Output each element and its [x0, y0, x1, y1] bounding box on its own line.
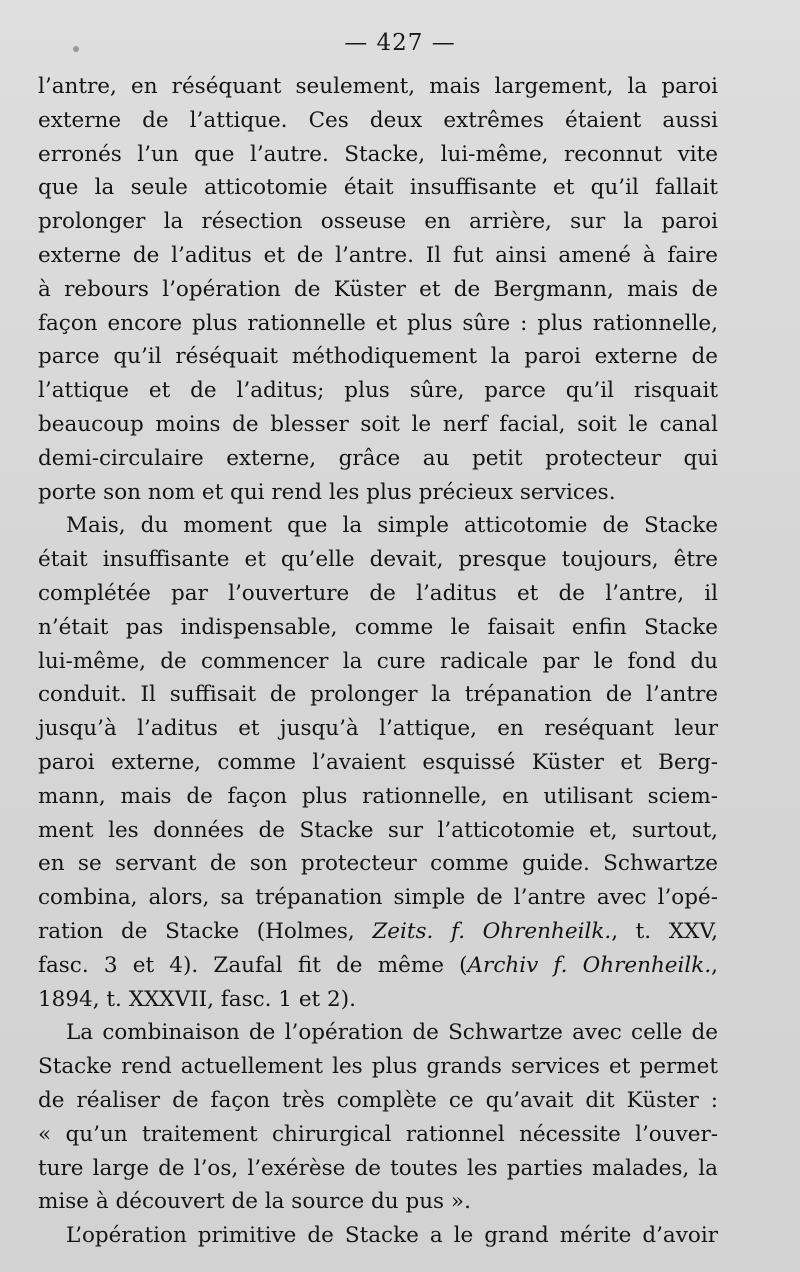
text-line: prolonger la résection osseuse en arrière, sur la paroi	[38, 209, 718, 235]
text-line: ture large de l’os, l’exérèse de toutes les parties malades, la	[38, 1155, 718, 1181]
text-line: Mais, du moment que la simple atticotomie de Stacke	[66, 513, 718, 539]
text-line: erronés l’un que l’autre. Stacke, lui-même, reconnut vite	[38, 141, 718, 167]
citation-text: , t. XXV,	[611, 918, 718, 944]
journal-title: Zeits. f. Ohrenheilk.	[372, 918, 612, 944]
text-line: porte son nom et qui rend les plus précieux services.	[38, 479, 616, 505]
text-line: jusqu’à l’aditus et jusqu’à l’attique, en reséquant leur	[38, 716, 718, 742]
text-line: Stacke rend actuellement les plus grands services et permet	[38, 1054, 718, 1080]
text-line: L’opération primitive de Stacke a le grand mérite d’avoir	[66, 1223, 718, 1249]
body-text	[38, 70, 718, 1253]
text-line-with-citation	[38, 915, 718, 949]
text-line: l’antre, en réséquant seulement, mais largement, la paroi	[38, 74, 718, 99]
text-line: ment les données de Stacke sur l’atticotomie et, surtout,	[38, 817, 718, 843]
text-line-with-citation	[38, 949, 718, 983]
text-line: mise à découvert de la source du pus ».	[38, 1189, 471, 1215]
text-line: 1894, t. XXXVII, fasc. 1 et 2).	[38, 986, 356, 1012]
text-line: l’attique et de l’aditus; plus sûre, parce qu’il risquait	[38, 378, 718, 404]
citation-text: ration de Stacke (Holmes,	[38, 918, 373, 944]
text-line: était insuffisante et qu’elle devait, presque toujours, être	[38, 547, 718, 573]
text-line: façon encore plus rationnelle et plus sûre : plus rationnelle,	[38, 310, 718, 336]
text-line: à rebours l’opération de Küster et de Bergmann, mais de	[38, 276, 718, 302]
text-line: lui-même, de commencer la cure radicale par le fond du	[38, 648, 718, 674]
text-line: « qu’un traitement chirurgical rationnel nécessite l’ouver-	[38, 1121, 718, 1147]
text-line: beaucoup moins de blesser soit le nerf facial, soit le canal	[38, 411, 718, 437]
text-line: externe de l’attique. Ces deux extrêmes étaient aussi	[38, 107, 718, 133]
text-line: paroi externe, comme l’avaient esquissé Küster et Berg-	[38, 749, 718, 775]
text-line: externe de l’aditus et de l’antre. Il fut ainsi amené à faire	[38, 242, 718, 268]
citation-text: fasc. 3 et 4). Zaufal fit de même (	[38, 952, 468, 978]
text-line: parce qu’il réséquait méthodiquement la paroi externe de	[38, 344, 718, 370]
text-line: en se servant de son protecteur comme guide. Schwartze	[38, 851, 718, 877]
text-line: de réaliser de façon très complète ce qu’avait dit Küster :	[38, 1087, 718, 1113]
text-line: que la seule atticotomie était insuffisante et qu’il fallait	[38, 175, 718, 201]
journal-title: Archiv f. Ohrenheilk.	[467, 952, 712, 978]
text-line: La combinaison de l’opération de Schwartze avec celle de	[66, 1020, 718, 1046]
text-line: n’était pas indispensable, comme le faisait enfin Stacke	[38, 614, 718, 640]
page-number: — 427 —	[344, 30, 456, 56]
text-line: demi-circulaire externe, grâce au petit protecteur qui	[38, 445, 718, 471]
text-line: conduit. Il suffisait de prolonger la trépanation de l’antre	[38, 682, 718, 708]
citation-text: ,	[711, 952, 718, 978]
text-line: combina, alors, sa trépanation simple de l’antre avec l’opé-	[38, 885, 718, 911]
text-line: mann, mais de façon plus rationnelle, en utilisant sciem-	[38, 783, 718, 809]
text-line: complétée par l’ouverture de l’aditus et de l’antre, il	[38, 580, 718, 606]
